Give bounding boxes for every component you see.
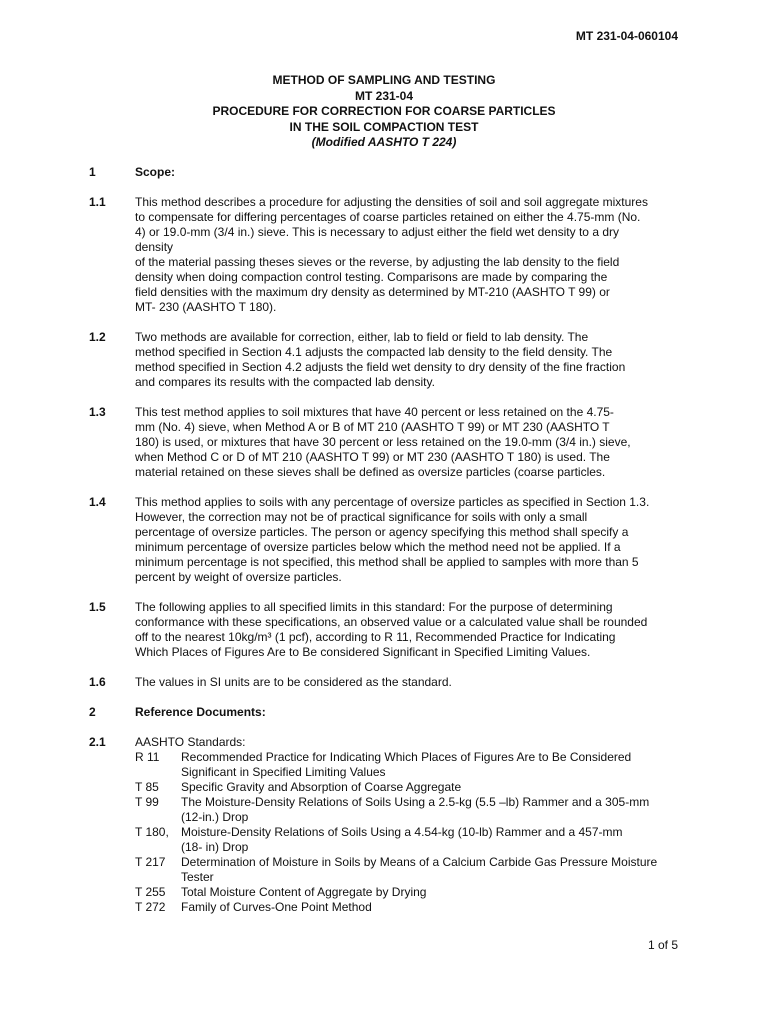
reference-item bbox=[135, 795, 690, 825]
reference-title: Determination of Moisture in Soils by Means of a Calcium Carbide Gas Pressure Moisture Tester bbox=[181, 855, 658, 884]
references-intro: AASHTO Standards: bbox=[135, 735, 246, 749]
title-line-1: METHOD OF SAMPLING AND TESTING bbox=[272, 73, 496, 87]
section-paragraph: This method applies to soils with any percentage of oversize particles as specified in Section 1.3. However, the correction may not be of practical significance for soils with only a small percentage of oversize particles. The person or agency specifying this method shall specify a minimum percentage of oversize particles below which the method need not be applied. If a minimum percentage is not specified, this method shall be applied to samples with more than 5 percent by weight of oversize particles. bbox=[135, 495, 650, 584]
reference-title: The Moisture-Density Relations of Soils Using a 2.5-kg (5.5 –lb) Rammer and a 305-mm (12-in.) Drop bbox=[181, 795, 650, 824]
section-number: 1.3 bbox=[89, 405, 106, 419]
section-number: 1.6 bbox=[89, 675, 106, 689]
reference-item bbox=[135, 885, 690, 900]
reference-code: R 11 bbox=[135, 750, 160, 764]
reference-code: T 99 bbox=[135, 795, 159, 809]
reference-code: T 85 bbox=[135, 780, 159, 794]
section-heading: Reference Documents: bbox=[135, 705, 266, 719]
section-number: 1 bbox=[89, 165, 96, 179]
reference-item bbox=[135, 780, 690, 795]
section-paragraph: The values in SI units are to be considered as the standard. bbox=[135, 675, 452, 689]
section-number: 2.1 bbox=[89, 735, 106, 749]
section-number: 1.4 bbox=[89, 495, 106, 509]
reference-list bbox=[135, 750, 690, 915]
document-id: MT 231-04-060104 bbox=[575, 29, 678, 43]
section-paragraph: Two methods are available for correction, either, lab to field or field to lab density. The method specified in Section 4.1 adjusts the compacted lab density to the field density. The method specified in Section 4.2 adjusts the field wet density to dry density of the fine fraction and compares its results with the compacted lab density. bbox=[135, 330, 626, 389]
reference-title: Total Moisture Content of Aggregate by Drying bbox=[181, 885, 427, 899]
reference-code: T 255 bbox=[135, 885, 166, 899]
section-paragraph: The following applies to all specified limits in this standard: For the purpose of determining conformance with these specifications, an observed value or a calculated value shall be rounded off to the nearest 10kg/m³ (1 pcf), according to R 11, Recommended Practice for Indicating Which Places of Figures Are to Be considered Significant in Specified Limiting Values. bbox=[135, 600, 648, 659]
title-line-5: (Modified AASHTO T 224) bbox=[311, 135, 457, 149]
reference-code: T 272 bbox=[135, 900, 166, 914]
section-number: 1.1 bbox=[89, 195, 106, 209]
page-number: 1 of 5 bbox=[647, 938, 678, 952]
reference-item bbox=[135, 900, 690, 915]
reference-item bbox=[135, 855, 690, 885]
reference-title: Recommended Practice for Indicating Which Places of Figures Are to Be Considered Significant in Specified Limiting Values bbox=[181, 750, 632, 779]
reference-code: T 217 bbox=[135, 855, 166, 869]
references-block bbox=[135, 735, 690, 915]
title-line-3: PROCEDURE FOR CORRECTION FOR COARSE PARTICLES bbox=[212, 104, 556, 118]
reference-item bbox=[135, 825, 690, 855]
section-heading: Scope: bbox=[135, 165, 176, 179]
reference-title: Family of Curves-One Point Method bbox=[181, 900, 372, 914]
title-line-4: IN THE SOIL COMPACTION TEST bbox=[289, 119, 479, 134]
document-title bbox=[0, 73, 768, 151]
reference-item bbox=[135, 750, 690, 780]
reference-title: Specific Gravity and Absorption of Coarse Aggregate bbox=[181, 780, 462, 794]
section-number: 1.5 bbox=[89, 600, 106, 614]
reference-code: T 180, bbox=[135, 825, 169, 839]
title-line-2: MT 231-04 bbox=[354, 88, 414, 103]
section-number: 2 bbox=[89, 705, 96, 719]
section-number: 1.2 bbox=[89, 330, 106, 344]
section-paragraph: This test method applies to soil mixtures that have 40 percent or less retained on the 4.75- mm (No. 4) sieve, when Method A or B of MT 210 (AASHTO T 99) or MT 230 (AASHTO T 180) is used, or mixtures that have 30 percent or less retained on the 19.0-mm (3/4 in.) sieve, when Method C or D of MT 210 (AASHTO T 99) or MT 230 (AASHTO T 180) is used. The material retained on these sieves shall be defined as oversize particles (coarse particles. bbox=[135, 405, 631, 479]
reference-title: Moisture-Density Relations of Soils Using a 4.54-kg (10-lb) Rammer and a 457-mm (18- in) Drop bbox=[181, 825, 623, 854]
section-paragraph: This method describes a procedure for adjusting the densities of soil and soil aggregate mixtures to compensate for differing percentages of coarse particles retained on either the 4.75-mm (No. 4) or 19.0-mm (3/4 in.) sieve. This is necessary to adjust either the field wet density to a dry density of the material passing theses sieves or the reverse, by adjusting the lab density to the field density when doing compaction control testing. Comparisons are made by comparing the field densities with the maximum dry density as determined by MT-210 (AASHTO T 99) or MT- 230 (AASHTO T 180). bbox=[135, 195, 648, 314]
